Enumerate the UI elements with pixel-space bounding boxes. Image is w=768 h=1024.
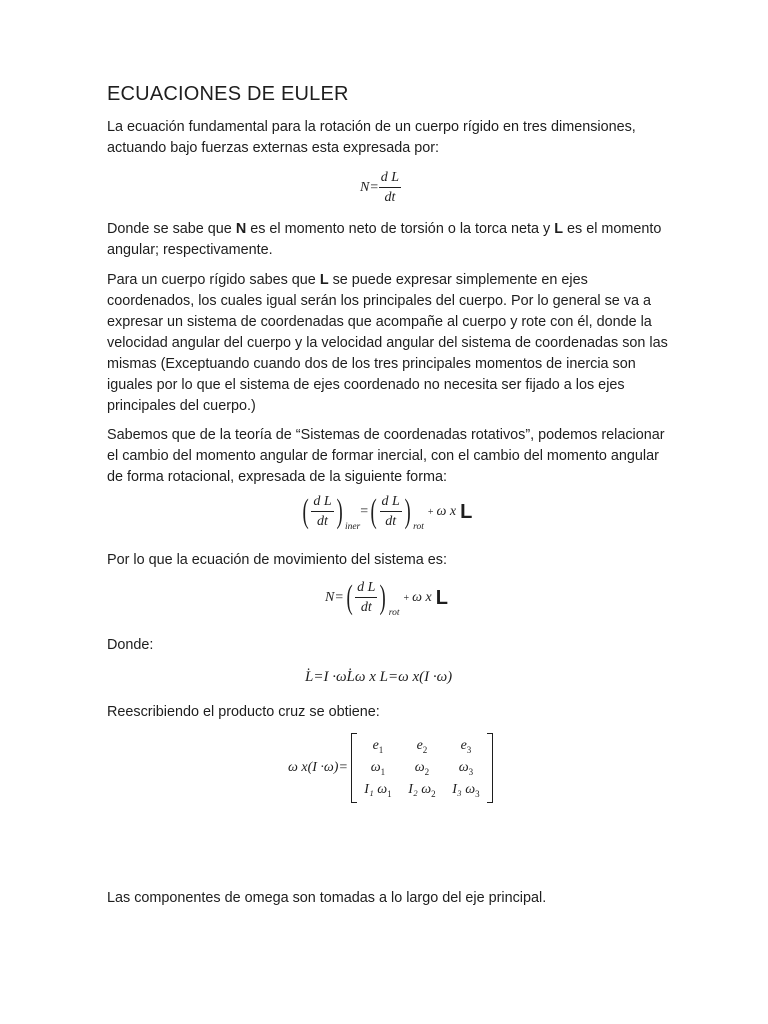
paragraph-definitions-text — [107, 219, 677, 261]
paren-open: ( — [346, 579, 353, 616]
matrix-symbol: e — [460, 737, 467, 753]
determinant-matrix — [351, 733, 493, 803]
paragraph-omega-components-text: Las componentes de omega son tomadas a lo largo del eje principal. — [107, 890, 547, 906]
fraction-denominator: dt — [385, 514, 397, 529]
matrix-symbol: ω — [458, 759, 469, 775]
paren-close: ) — [404, 493, 411, 530]
equation-cross-product-matrix — [288, 733, 493, 803]
text-segment: Donde se sabe que — [107, 221, 236, 237]
equals-sign: = — [360, 504, 369, 519]
paragraph-rotating-systems — [107, 425, 677, 488]
symbol-L: L — [554, 221, 564, 237]
fraction-numerator: d L — [355, 580, 377, 598]
matrix-symbol: ω — [414, 759, 425, 775]
subscript-rot: rot — [413, 522, 424, 533]
omega-cross: ω x — [412, 590, 432, 605]
paragraph-omega-components — [107, 888, 677, 909]
fraction-dl-dt-rot — [355, 580, 377, 616]
matrix-subscript: 1 — [378, 744, 384, 755]
paragraph-rigid-body — [107, 270, 677, 417]
paren-close: ) — [379, 579, 387, 616]
symbol-L: L — [460, 500, 473, 523]
matrix-subscript: 3 — [475, 788, 480, 799]
matrix-lhs: ω x(I ·ω)= — [288, 760, 348, 775]
fraction-numerator: d L — [380, 494, 402, 512]
subscript-iner: iner — [344, 522, 361, 533]
equation-torque-lhs: N= — [360, 180, 379, 195]
fraction-denominator: dt — [360, 600, 372, 615]
fraction-dl-dt — [379, 170, 401, 206]
paragraph-cross-product — [107, 702, 677, 723]
paragraph-motion-equation-text: Por lo que la ecuación de movimiento del sistema es: — [107, 552, 447, 568]
paren-open: ( — [370, 493, 377, 530]
symbol-L: L — [319, 272, 329, 288]
matrix-symbol: I₃ ω — [452, 781, 476, 797]
paragraph-definitions — [107, 219, 677, 261]
fraction-dl-dt-iner — [311, 494, 333, 530]
matrix-cell-omega1 — [371, 760, 385, 777]
matrix-cell-e3 — [461, 738, 472, 755]
matrix-cell-omega2 — [415, 760, 429, 777]
matrix-subscript: 2 — [424, 766, 430, 777]
fraction-dl-dt-rot — [380, 494, 402, 530]
matrix-symbol: ω — [370, 759, 381, 775]
matrix-subscript: 1 — [387, 788, 392, 799]
matrix-cell-i3-omega3 — [452, 782, 479, 799]
paragraph-motion-equation — [107, 550, 677, 571]
text-segment: Para un cuerpo rígido sabes que — [107, 272, 320, 288]
equation-motion-lhs: N= — [325, 590, 344, 605]
plus-sign: + — [403, 592, 410, 604]
matrix-cell-i1-omega1 — [364, 782, 391, 799]
fraction-denominator: dt — [317, 514, 328, 529]
equation-motion — [325, 579, 448, 619]
matrix-symbol: e — [372, 737, 379, 753]
matrix-subscript: 2 — [431, 788, 436, 799]
paren-open: ( — [302, 493, 309, 530]
fraction-denominator: dt — [384, 190, 396, 205]
paragraph-intro — [107, 117, 677, 159]
plus-sign: + — [427, 506, 434, 518]
paragraph-rotating-systems-text: Sabemos que de la teoría de “Sistemas de coordenadas rotativos”, podemos relacionar el cambio del momento angular de formar inercial, con el cambio del momento angular de forma rotacional, expresada de la siguiente forma: — [107, 427, 665, 485]
matrix-cell-e1 — [373, 738, 384, 755]
matrix-symbol: I₂ ω — [408, 781, 432, 797]
subscript-rot: rot — [388, 608, 400, 619]
matrix-cell-e2 — [417, 738, 428, 755]
matrix-cell-omega3 — [459, 760, 473, 777]
matrix-subscript: 1 — [380, 766, 386, 777]
paragraph-rigid-body-text — [107, 270, 677, 417]
text-segment: es el momento angular; respectivamente. — [107, 221, 662, 258]
matrix-symbol: e — [416, 737, 423, 753]
equation-torque — [360, 170, 401, 206]
fraction-numerator: d L — [379, 170, 401, 188]
omega-cross: ω x — [436, 504, 457, 519]
matrix-symbol: I₁ ω — [364, 781, 388, 797]
fraction-numerator: d L — [311, 494, 333, 512]
equation-angular-momentum: L̇=I ·ω̇L̇ω x L=ω x(I ·ω) — [305, 669, 453, 685]
paragraph-cross-product-text: Reescribiendo el producto cruz se obtiene: — [107, 704, 380, 720]
paragraph-where — [107, 635, 677, 656]
equation-frame-relation — [300, 493, 473, 533]
text-segment: es el momento neto de torsión o la torca neta y — [246, 221, 555, 237]
matrix-subscript: 2 — [422, 744, 428, 755]
paragraph-intro-text: La ecuación fundamental para la rotación de un cuerpo rígido en tres dimensiones, actuando bajo fuerzas externas esta expresada por: — [107, 119, 636, 156]
matrix-subscript: 3 — [468, 766, 474, 777]
symbol-L: L — [435, 586, 448, 609]
page-title: ECUACIONES DE EULER — [107, 83, 349, 105]
matrix-cell-i2-omega2 — [408, 782, 435, 799]
paragraph-where-text: Donde: — [107, 637, 154, 653]
symbol-N: N — [235, 221, 247, 237]
text-segment: se puede expresar simplemente en ejes coordenados, los cuales igual serán los principales del cuerpo. Por lo general se va a expresar un sistema de coordenadas que acompañe al cuerpo y rote con él, donde la velocidad angular del cuerpo y la velocidad angular del sistema de coordenadas son las mismas (Exceptuando cuando dos de los tres principales momentos de inercia son iguales por lo que el sistema de ejes coordenado no necesita ser fijado a los ejes principales del cuerpo.) — [107, 272, 668, 414]
paren-close: ) — [336, 493, 343, 530]
matrix-subscript: 3 — [466, 744, 472, 755]
